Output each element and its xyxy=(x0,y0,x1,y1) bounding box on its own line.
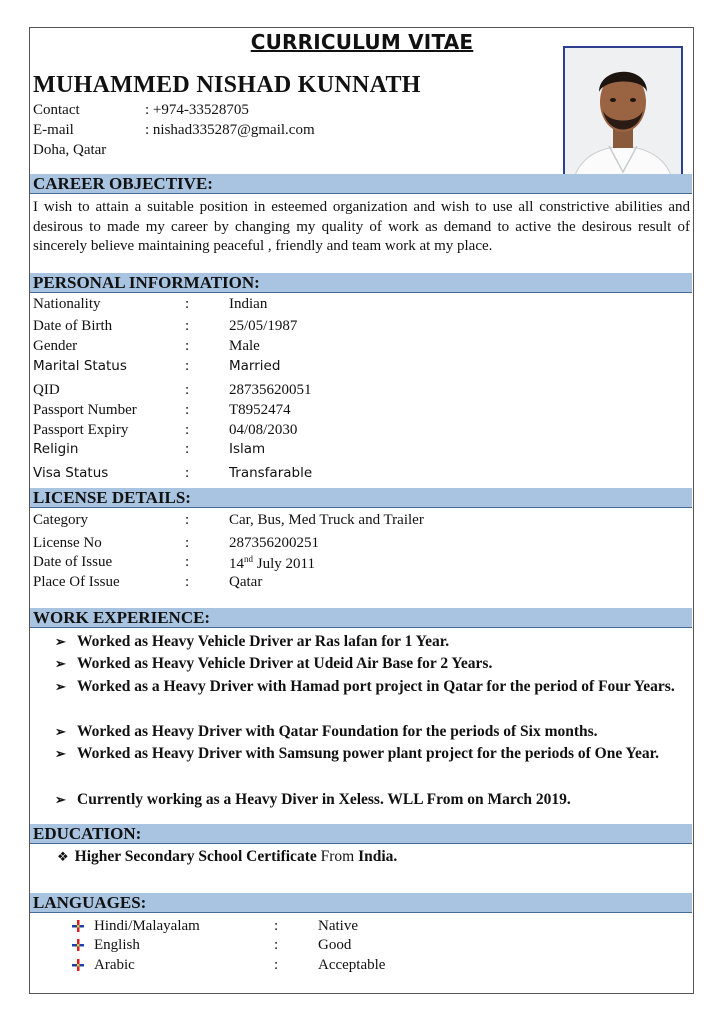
field-colon: : xyxy=(274,957,279,973)
field-colon: : xyxy=(274,918,279,934)
contact-email-row xyxy=(33,122,315,139)
contact-location: Doha, Qatar xyxy=(33,142,107,158)
arrow-bullet-icon: ➢ xyxy=(55,634,66,649)
education-item xyxy=(57,848,397,866)
field-colon: : xyxy=(185,441,190,457)
field-label: Gender xyxy=(33,338,78,354)
career-objective-text: I wish to attain a suitable position in esteemed organization and wish to use all constrictive abilities and desirous to made my career by changing my quality of work as demand to active the desirous result of sincerely believe maintaining peaceful , friendly and team work at my place. xyxy=(33,199,690,254)
field-colon: : xyxy=(185,554,190,570)
field-label: Place Of Issue xyxy=(33,574,120,590)
work-experience-title: WORK EXPERIENCE: xyxy=(33,608,211,627)
field-label: Category xyxy=(33,512,88,528)
education-place: India. xyxy=(358,848,398,865)
field-label: Nationality xyxy=(33,296,101,312)
field-colon: : xyxy=(185,358,190,374)
field-colon: : xyxy=(185,535,190,551)
person-portrait-icon xyxy=(565,48,681,191)
field-colon: : xyxy=(185,512,190,528)
field-label: License No xyxy=(33,535,102,551)
candidate-name: MUHAMMED NISHAD KUNNATH xyxy=(33,72,421,98)
field-label: Date of Issue xyxy=(33,554,113,570)
work-item-text: Worked as Heavy Driver with Samsung power plant project for the periods of One Year. xyxy=(77,745,659,762)
contact-email-label: E-mail xyxy=(33,122,74,138)
language-name: English xyxy=(94,937,140,953)
field-colon: : xyxy=(185,422,190,438)
field-value: 28735620051 xyxy=(229,382,312,398)
profile-photo xyxy=(563,46,683,193)
arrow-bullet-icon: ➢ xyxy=(55,792,66,807)
field-label: Passport Expiry xyxy=(33,422,129,438)
language-level: Good xyxy=(318,937,352,953)
contact-phone-value: : +974-33528705 xyxy=(145,102,249,118)
plus-bullet-icon xyxy=(72,920,84,932)
personal-information-title: PERSONAL INFORMATION: xyxy=(33,273,260,292)
contact-email-value: : nishad335287@gmail.com xyxy=(145,122,315,138)
field-colon: : xyxy=(185,402,190,418)
issue-day-suffix: nd xyxy=(244,554,253,564)
education-qualification: Higher Secondary School Certificate xyxy=(74,848,317,865)
contact-phone-row xyxy=(33,102,249,119)
field-value: Car, Bus, Med Truck and Trailer xyxy=(229,512,424,528)
field-value: Male xyxy=(229,338,260,354)
issue-month-year: July 2011 xyxy=(253,556,315,572)
field-colon: : xyxy=(274,937,279,953)
field-value: Indian xyxy=(229,296,268,312)
issue-day: 14 xyxy=(229,556,244,572)
languages-title: LANGUAGES: xyxy=(33,893,147,912)
language-name: Arabic xyxy=(94,957,135,973)
work-item-text: Worked as a Heavy Driver with Hamad port project in Qatar for the period of Four Years. xyxy=(77,678,675,695)
field-label: Passport Number xyxy=(33,402,137,418)
field-value: 287356200251 xyxy=(229,535,319,551)
education-from: From xyxy=(316,848,359,865)
field-colon: : xyxy=(185,382,190,398)
plus-bullet-icon xyxy=(72,939,84,951)
arrow-bullet-icon: ➢ xyxy=(55,679,66,694)
work-experience-header xyxy=(30,608,692,628)
license-details-header xyxy=(30,488,692,508)
languages-header xyxy=(30,893,692,913)
work-item-text: Currently working as a Heavy Diver in Xeless. WLL From on March 2019. xyxy=(77,791,571,808)
arrow-bullet-icon: ➢ xyxy=(55,746,66,761)
field-label: Date of Birth xyxy=(33,318,113,334)
license-details-title: LICENSE DETAILS: xyxy=(33,488,191,507)
diamond-bullet-icon: ❖ xyxy=(57,849,69,864)
field-value xyxy=(229,554,315,573)
contact-phone-label: Contact xyxy=(33,102,80,118)
personal-information-header xyxy=(30,273,692,293)
field-value: Islam xyxy=(229,441,266,457)
arrow-bullet-icon: ➢ xyxy=(55,724,66,739)
career-objective-title: CAREER OBJECTIVE: xyxy=(33,174,213,193)
field-label: QID xyxy=(33,382,60,398)
field-value: 25/05/1987 xyxy=(229,318,298,334)
education-header xyxy=(30,824,692,844)
work-item-text: Worked as Heavy Driver with Qatar Foundation for the periods of Six months. xyxy=(77,723,598,740)
field-colon: : xyxy=(185,465,190,481)
language-level: Native xyxy=(318,918,358,934)
field-label: Marital Status xyxy=(33,358,127,374)
field-value: Married xyxy=(229,358,281,374)
field-value: Qatar xyxy=(229,574,263,590)
document-title: CURRICULUM VITAE xyxy=(250,30,474,54)
work-item-text: Worked as Heavy Vehicle Driver ar Ras lafan for 1 Year. xyxy=(77,633,450,650)
arrow-bullet-icon: ➢ xyxy=(55,656,66,671)
education-title: EDUCATION: xyxy=(33,824,142,843)
field-colon: : xyxy=(185,318,190,334)
work-item-text: Worked as Heavy Vehicle Driver at Udeid Air Base for 2 Years. xyxy=(77,655,493,672)
field-colon: : xyxy=(185,296,190,312)
field-value: Transfarable xyxy=(229,465,313,481)
career-objective-header xyxy=(30,174,692,194)
field-label: Religin xyxy=(33,441,79,457)
field-value: T8952474 xyxy=(229,402,291,418)
language-level: Acceptable xyxy=(318,957,386,973)
plus-bullet-icon xyxy=(72,959,84,971)
field-colon: : xyxy=(185,338,190,354)
field-label: Visa Status xyxy=(33,465,109,481)
field-value: 04/08/2030 xyxy=(229,422,298,438)
field-colon: : xyxy=(185,574,190,590)
language-name: Hindi/Malayalam xyxy=(94,918,200,934)
